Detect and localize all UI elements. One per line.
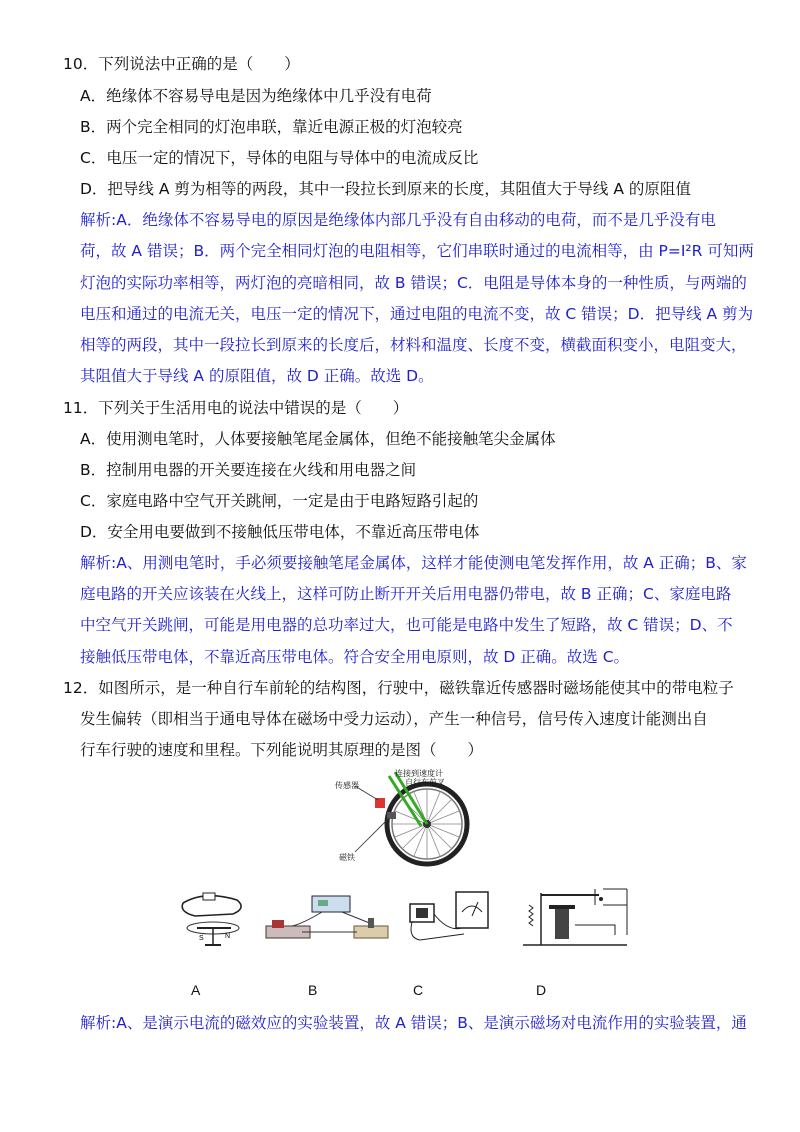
q11-option-d: D．安全用电要做到不接触低压带电体，不靠近高压带电体 bbox=[80, 523, 480, 541]
q12-stem-line: 行车行驶的速度和里程。下列能说明其原理的是图（ ） bbox=[80, 741, 484, 759]
q11-analysis-line: 解析:A、用测电笔时，手必须要接触笔尾金属体，这样才能使测电笔发挥作用，故 A 正确；B、家 bbox=[80, 554, 747, 572]
q12-stem-line: 发生偏转（即相当于通电导体在磁场中受力运动），产生一种信号，信号传入速度计能测出自 bbox=[80, 710, 708, 728]
q11-analysis-line: 庭电路的开关应该装在火线上，这样可防止断开开关后用电器仍带电，故 B 正确；C、家庭电路 bbox=[80, 585, 732, 603]
sensor-label: 传感器 bbox=[335, 781, 359, 790]
q10-analysis-line: 其阻值大于导线 A 的原阻值，故 D 正确。故选 D。 bbox=[80, 367, 434, 385]
option-d-figure bbox=[519, 885, 631, 950]
q11-option-c: C．家庭电路中空气开关跳闸，一定是由于电路短路引起的 bbox=[80, 492, 479, 510]
q10-option-c: C．电压一定的情况下，导体的电阻与导体中的电流成反比 bbox=[80, 149, 479, 167]
svg-text:N: N bbox=[225, 933, 231, 940]
speedometer-label: 连接到速度计 bbox=[395, 769, 443, 778]
q11-option-a: A．使用测电笔时，人体要接触笔尾金属体，但绝不能接触笔尖金属体 bbox=[80, 430, 556, 448]
option-label-b: B bbox=[308, 982, 318, 998]
svg-text:S: S bbox=[199, 935, 204, 942]
q11-option-b: B．控制用电器的开关要连接在火线和用电器之间 bbox=[80, 461, 417, 479]
option-c-figure bbox=[404, 890, 492, 946]
q11-stem: 11．下列关于生活用电的说法中错误的是（ ） bbox=[63, 399, 409, 417]
q10-analysis-line: 荷，故 A 错误；B．两个完全相同灯泡的电阻相等，它们串联时通过的电流相等，由 P=I²R 可知两 bbox=[80, 242, 754, 260]
q10-option-d: D．把导线 A 剪为相等的两段，其中一段拉长到原来的长度，其阻值大于导线 A 的原阻值 bbox=[80, 180, 691, 198]
q10-analysis-line: 电压和通过的电流无关，电压一定的情况下，通过电阻的电流不变，故 C 错误；D．把导线 A 剪为 bbox=[80, 305, 754, 323]
q10-analysis-line: 解析:A．绝缘体不容易导电的原因是绝缘体内部几乎没有自由移动的电荷，而不是几乎没有电 bbox=[80, 211, 716, 229]
q10-analysis-line: 相等的两段，其中一段拉长到原来的长度后，材料和温度、长度不变，横截面积变小，电阻变大， bbox=[80, 336, 747, 354]
q12-stem-line: 12．如图所示，是一种自行车前轮的结构图，行驶中，磁铁靠近传感器时磁场能使其中的带电粒子 bbox=[63, 679, 734, 697]
q11-analysis-line: 中空气开关跳闸，可能是用电器的总功率过大，也可能是电路中发生了短路，故 C 错误；D、不 bbox=[80, 616, 733, 634]
option-label-d: D bbox=[536, 982, 547, 998]
q12-analysis-line: 解析:A、是演示电流的磁效应的实验装置，故 A 错误；B、是演示磁场对电流作用的实验装置，通 bbox=[80, 1014, 747, 1032]
q10-stem: 10．下列说法中正确的是（ ） bbox=[63, 55, 300, 73]
q11-analysis-line: 接触低压带电体，不靠近高压带电体。符合安全用电原则，故 D 正确。故选 C。 bbox=[80, 648, 630, 666]
option-b-figure bbox=[262, 892, 392, 947]
q10-option-a: A．绝缘体不容易导电是因为绝缘体中几乎没有电荷 bbox=[80, 87, 432, 105]
bicycle-wheel-figure bbox=[335, 768, 483, 868]
magnet-mark bbox=[387, 812, 396, 819]
fork-label: 自行车前叉 bbox=[405, 778, 445, 787]
option-a-figure bbox=[175, 888, 250, 950]
q10-option-b: B．两个完全相同的灯泡串联，靠近电源正极的灯泡较亮 bbox=[80, 118, 463, 136]
option-label-c: C bbox=[413, 982, 424, 998]
magnet-label: 磁铁 bbox=[339, 853, 355, 862]
option-label-a: A bbox=[191, 982, 201, 998]
q10-analysis-line: 灯泡的实际功率相等，两灯泡的亮暗相同，故 B 错误；C．电阻是导体本身的一种性质，与两端的 bbox=[80, 274, 747, 292]
